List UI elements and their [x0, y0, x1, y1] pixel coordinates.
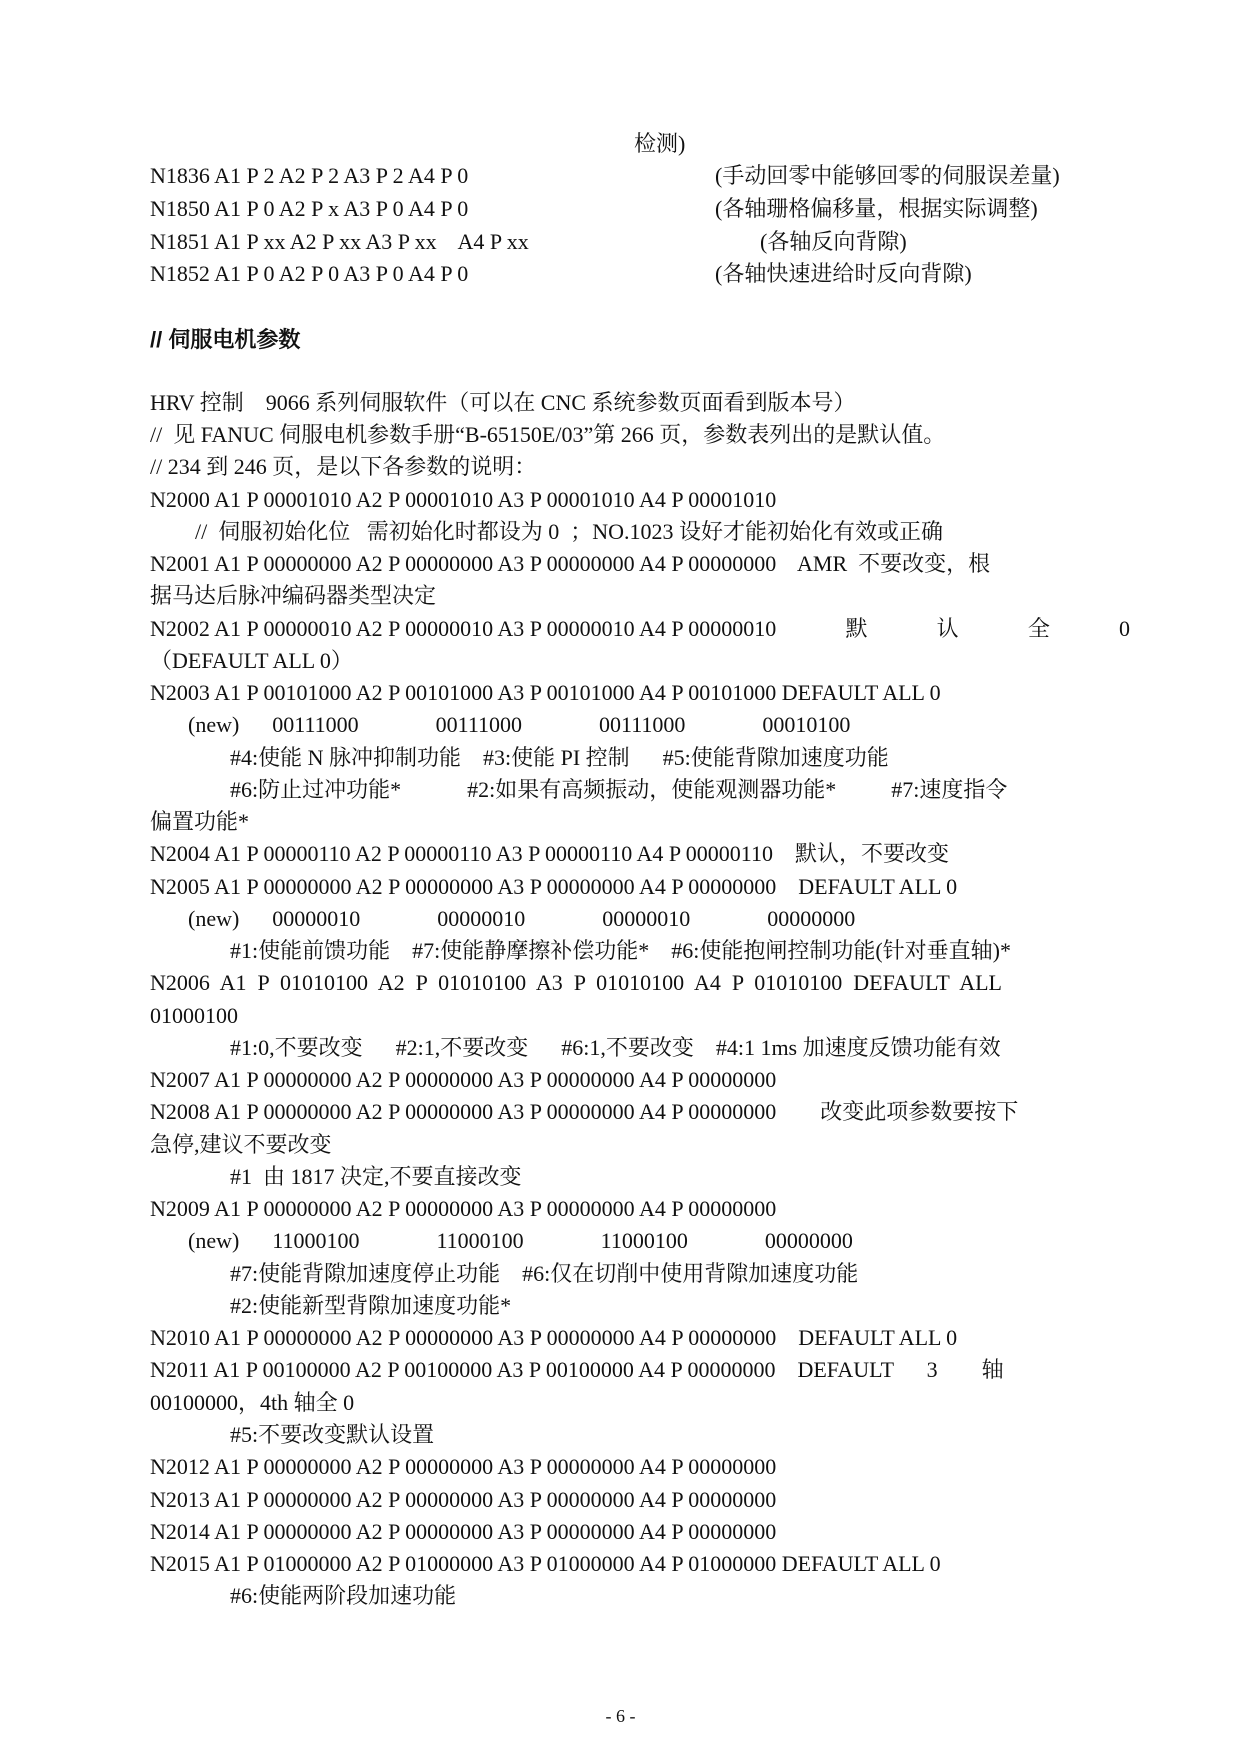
- param-n2011: N2011 A1 P 00100000 A2 P 00100000 A3 P 00100000 A4 P 00000000 DEFAULT 3 轴: [150, 1357, 1004, 1382]
- param-n2005-bits: #1:使能前馈功能 #7:使能静摩擦补偿功能* #6:使能抱闸控制功能(针对垂直轴)*: [230, 938, 1011, 963]
- param-n1836-note: (手动回零中能够回零的伺服误差量): [715, 163, 1060, 188]
- param-n1850-note: (各轴珊格偏移量，根据实际调整): [715, 196, 1038, 221]
- pages-ref-line: // 234 到 246 页，是以下各参数的说明：: [150, 454, 537, 479]
- param-n1851: N1851 A1 P xx A2 P xx A3 P xx A4 P xx: [150, 229, 529, 254]
- param-n2003-bits-1: #4:使能 N 脉冲抑制功能 #3:使能 PI 控制 #5:使能背隙加速度功能: [230, 745, 889, 770]
- param-n2011-bits: #5:不要改变默认设置: [230, 1422, 435, 1447]
- param-n2009-bits-1: #7:使能背隙加速度停止功能 #6:仅在切削中使用背隙加速度功能: [230, 1261, 859, 1286]
- param-n1851-note: (各轴反向背隙): [760, 229, 907, 254]
- param-n2010: N2010 A1 P 00000000 A2 P 00000000 A3 P 00000000 A4 P 00000000 DEFAULT ALL 0: [150, 1325, 958, 1350]
- param-n2002-values: N2002 A1 P 00000010 A2 P 00000010 A3 P 00000010 A4 P 00000010: [150, 616, 777, 641]
- param-n2002-word2: 认: [936, 616, 959, 641]
- param-n2013: N2013 A1 P 00000000 A2 P 00000000 A3 P 00000000 A4 P 00000000: [150, 1487, 777, 1512]
- param-n2006-cont: 01000100: [150, 1003, 238, 1028]
- param-n2009-bits-2: #2:使能新型背隙加速度功能*: [230, 1293, 512, 1318]
- param-n2003-bits-3: 偏置功能*: [150, 809, 250, 834]
- param-n2006: N2006 A1 P 01010100 A2 P 01010100 A3 P 01010100 A4 P 01010100 DEFAULT ALL: [150, 970, 1002, 995]
- param-n2011-cont: 00100000，4th 轴全 0: [150, 1390, 355, 1415]
- param-n2002-word3: 全: [1027, 616, 1050, 641]
- param-n2008-cont: 急停,建议不要改变: [150, 1132, 332, 1157]
- detect-text: 检测): [634, 131, 686, 156]
- param-n2007: N2007 A1 P 00000000 A2 P 00000000 A3 P 00000000 A4 P 00000000: [150, 1067, 777, 1092]
- param-n2006-bits: #1:0,不要改变 #2:1,不要改变 #6:1,不要改变 #4:1 1ms 加速度反馈功能有效: [230, 1035, 1001, 1060]
- param-n2015: N2015 A1 P 01000000 A2 P 01000000 A3 P 01000000 A4 P 01000000 DEFAULT ALL 0: [150, 1551, 941, 1576]
- param-n2008-bits: #1 由 1817 决定,不要直接改变: [230, 1164, 522, 1189]
- section-heading: // 伺服电机参数: [150, 327, 301, 352]
- param-n2005-new: (new) 00000010 00000010 00000010 00000000: [188, 906, 856, 931]
- param-n2003: N2003 A1 P 00101000 A2 P 00101000 A3 P 00101000 A4 P 00101000 DEFAULT ALL 0: [150, 680, 941, 705]
- param-n1850: N1850 A1 P 0 A2 P x A3 P 0 A4 P 0: [150, 196, 469, 221]
- param-n2002-word4: 0: [1119, 616, 1130, 641]
- param-n1852-note: (各轴快速进给时反向背隙): [715, 261, 972, 286]
- param-n2003-bits-2: #6:防止过冲功能* #2:如果有高频振动，使能观测器功能* #7:速度指令: [230, 777, 1008, 802]
- param-n2002-word1: 默: [845, 616, 868, 641]
- param-n2001: N2001 A1 P 00000000 A2 P 00000000 A3 P 00000000 A4 P 00000000 AMR 不要改变，根: [150, 551, 991, 576]
- param-n2004: N2004 A1 P 00000110 A2 P 00000110 A3 P 00000110 A4 P 00000110 默认，不要改变: [150, 841, 949, 866]
- param-n2001-cont: 据马达后脉冲编码器类型决定: [150, 583, 437, 608]
- param-n2008: N2008 A1 P 00000000 A2 P 00000000 A3 P 00000000 A4 P 00000000 改变此项参数要按下: [150, 1099, 1019, 1124]
- param-n2015-bits: #6:使能两阶段加速功能: [230, 1583, 457, 1608]
- param-n2002-cont: （DEFAULT ALL 0）: [150, 648, 353, 673]
- param-n2000-note: // 伺服初始化位 需初始化时都设为 0 ；NO.1023 设好才能初始化有效或正确: [195, 519, 944, 544]
- param-n2009: N2009 A1 P 00000000 A2 P 00000000 A3 P 00000000 A4 P 00000000: [150, 1196, 777, 1221]
- param-n2000: N2000 A1 P 00001010 A2 P 00001010 A3 P 00001010 A4 P 00001010: [150, 487, 777, 512]
- param-n2009-new: (new) 11000100 11000100 11000100 00000000: [188, 1228, 853, 1253]
- param-n2002: [150, 614, 1130, 644]
- param-n1836: N1836 A1 P 2 A2 P 2 A3 P 2 A4 P 0: [150, 163, 469, 188]
- param-n2012: N2012 A1 P 00000000 A2 P 00000000 A3 P 00000000 A4 P 00000000: [150, 1454, 777, 1479]
- param-n2005: N2005 A1 P 00000000 A2 P 00000000 A3 P 00000000 A4 P 00000000 DEFAULT ALL 0: [150, 874, 958, 899]
- param-n2003-new: (new) 00111000 00111000 00111000 00010100: [188, 712, 851, 737]
- hrv-line: HRV 控制 9066 系列伺服软件（可以在 CNC 系统参数页面看到版本号）: [150, 390, 856, 415]
- page-number: - 6 -: [605, 1706, 636, 1726]
- param-n1852: N1852 A1 P 0 A2 P 0 A3 P 0 A4 P 0: [150, 261, 469, 286]
- manual-ref-line: // 见 FANUC 伺服电机参数手册“B-65150E/03”第 266 页，参数表列出的是默认值。: [150, 422, 946, 447]
- param-n2014: N2014 A1 P 00000000 A2 P 00000000 A3 P 00000000 A4 P 00000000: [150, 1519, 777, 1544]
